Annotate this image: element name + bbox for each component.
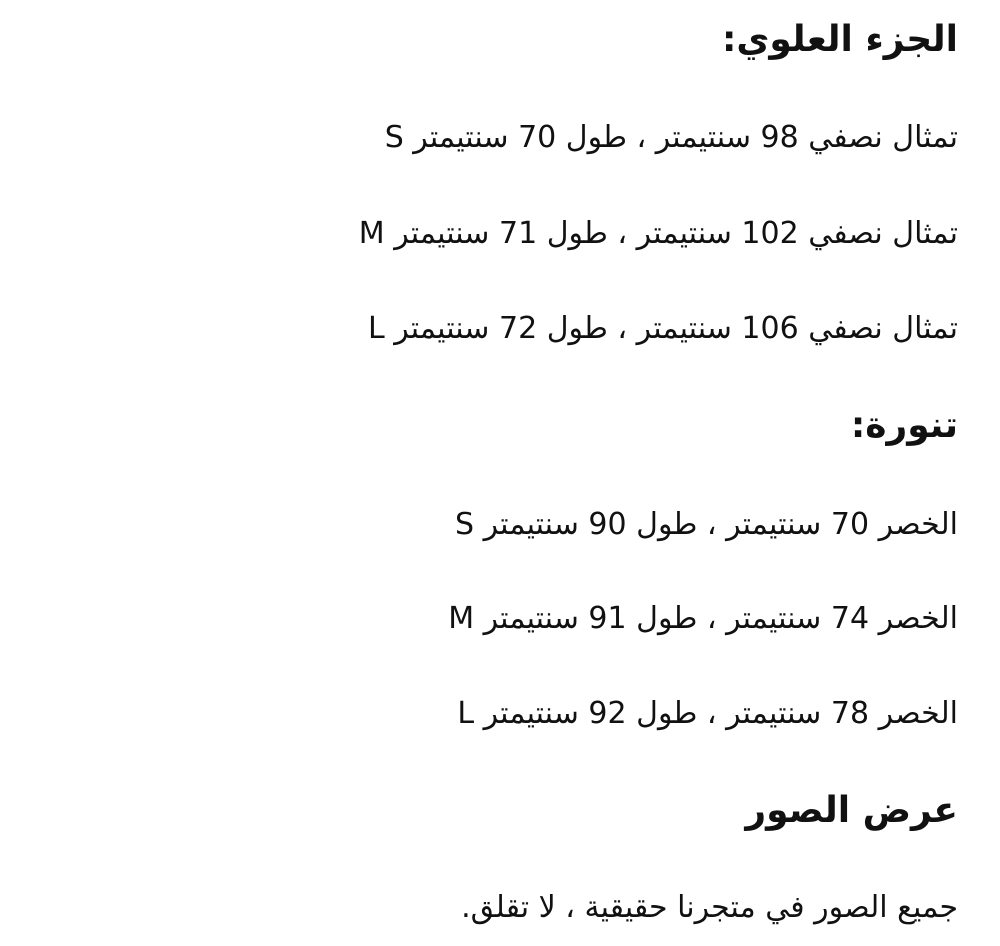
top-size-s-line: تمثال نصفي 98 سنتيمتر ، طول 70 سنتيمتر S <box>384 120 958 155</box>
top-section-heading: الجزء العلوي: <box>722 19 958 60</box>
skirt-size-s-line: الخصر 70 سنتيمتر ، طول 90 سنتيمتر S <box>455 507 958 542</box>
photos-note-line: جميع الصور في متجرنا حقيقية ، لا تقلق. <box>461 890 958 925</box>
top-size-m-line: تمثال نصفي 102 سنتيمتر ، طول 71 سنتيمتر M <box>358 216 958 251</box>
skirt-size-l-line: الخصر 78 سنتيمتر ، طول 92 سنتيمتر L <box>457 696 958 731</box>
photos-section-heading: عرض الصور <box>745 790 958 831</box>
skirt-section-heading: تنورة: <box>850 405 958 446</box>
skirt-size-m-line: الخصر 74 سنتيمتر ، طول 91 سنتيمتر M <box>448 601 958 636</box>
top-size-l-line: تمثال نصفي 106 سنتيمتر ، طول 72 سنتيمتر L <box>367 311 958 346</box>
